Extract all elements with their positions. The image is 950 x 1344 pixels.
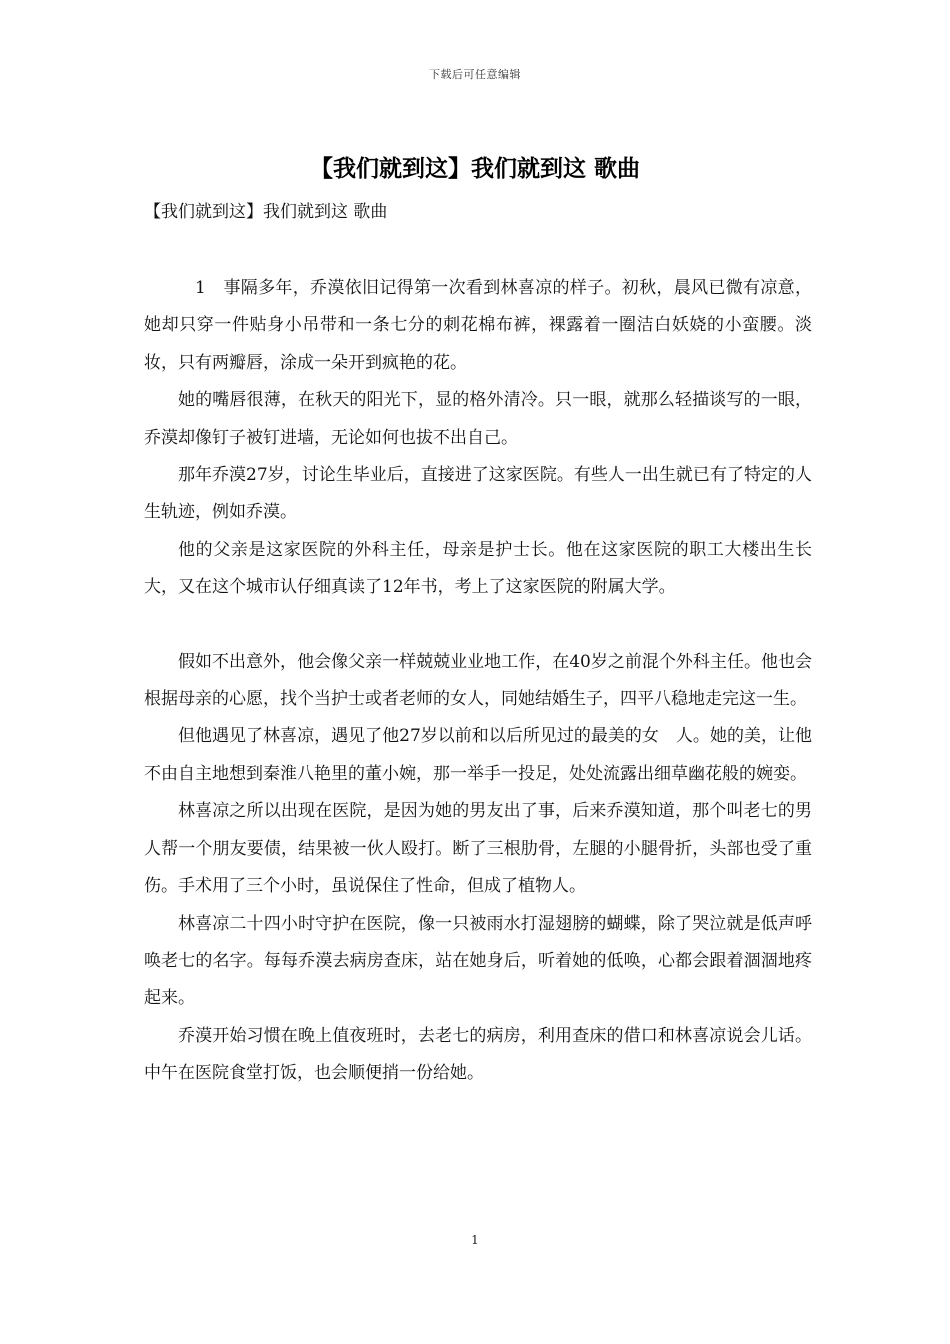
- paragraph: 她的嘴唇很薄，在秋天的阳光下，显的格外清冷。只一眼，就那么轻描谈写的一眼，乔漠却像钉子被钉进墙，无论如何也拔不出自己。: [144, 390, 812, 448]
- paragraph: 但他遇见了林喜凉，遇见了他27岁以前和以后所见过的最美的女 人。她的美，让他不由自主地想到秦淮八艳里的董小婉，那一举手一投足，处处流露出细草幽花般的婉娈。: [144, 726, 812, 784]
- document-body: [144, 270, 812, 1093]
- paragraph-spacer: [144, 607, 812, 644]
- paragraph: 那年乔漠27岁，讨论生毕业后，直接进了这家医院。有些人一出生就已有了特定的人生轨迹，例如乔漠。: [144, 465, 812, 523]
- page-number: 1: [471, 1233, 479, 1247]
- paragraph: 假如不出意外，他会像父亲一样兢兢业业地工作，在40岁之前混个外科主任。他也会根据母亲的心愿，找个当护士或者老师的女人，同她结婚生子，四平八稳地走完这一生。: [144, 651, 812, 710]
- paragraph: 林喜凉之所以出现在医院，是因为她的男友出了事，后来乔漠知道，那个叫老七的男人帮一个朋友要债，结果被一伙人殴打。断了三根肋骨，左腿的小腿骨折，头部也受了重伤。手术用了三个小时，虽说保住了性命，但成了植物人。: [144, 801, 812, 897]
- paragraph: 林喜凉二十四小时守护在医院，像一只被雨水打湿翅膀的蝴蝶，除了哭泣就是低声呼唤老七的名字。每每乔漠去病房查床，站在她身后，听着她的低唤，心都会跟着涸涸地疼起来。: [144, 913, 812, 1009]
- paragraph: 乔漠开始习惯在晚上值夜班时，去老七的病房，利用查床的借口和林喜凉说会儿话。中午在医院食堂打饭，也会顺便捎一份给她。: [144, 1025, 812, 1084]
- header-note: 下载后可任意编辑: [429, 68, 521, 81]
- document-subtitle: 【我们就到这】我们就到这 歌曲: [144, 202, 388, 222]
- document-title: 【我们就到这】我们就到这 歌曲: [309, 155, 640, 182]
- paragraph: 他的父亲是这家医院的外科主任，母亲是护士长。他在这家医院的职工大楼出生长大，又在这个城市认仔细真读了12年书，考上了这家医院的附属大学。: [144, 539, 812, 598]
- paragraph: 1 事隔多年，乔漠依旧记得第一次看到林喜凉的样子。初秋，晨风已微有凉意，她却只穿一件贴身小吊带和一条七分的刺花棉布裤，裸露着一圈洁白妖娆的小蛮腰。淡妆，只有两瓣唇，涂成一朵开到疯艳的花。: [144, 278, 812, 373]
